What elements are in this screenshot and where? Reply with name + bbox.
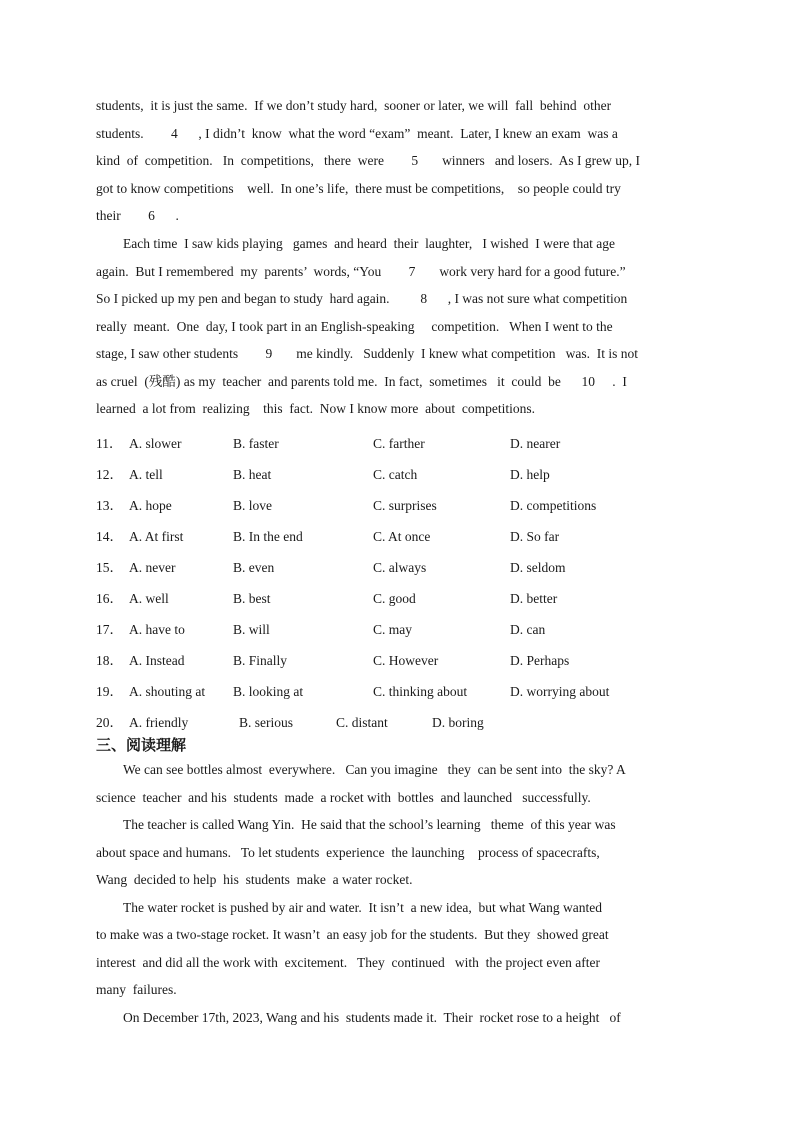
option-b[interactable]: B. heat xyxy=(233,467,272,482)
text-run: kind of competition. In competitions, there were xyxy=(96,153,391,168)
passage-paragraph-2 xyxy=(96,230,696,423)
option-c[interactable]: C. catch xyxy=(373,467,418,482)
option-a[interactable]: A. Instead xyxy=(129,653,185,668)
question-row xyxy=(96,552,696,583)
option-c[interactable]: C. farther xyxy=(373,436,425,451)
question-row xyxy=(96,614,696,645)
question-number: 11． xyxy=(96,436,123,451)
passage-line xyxy=(96,258,696,286)
question-number: 16． xyxy=(96,591,123,606)
text-run: me kindly. Suddenly I knew what competition was. It is not xyxy=(292,346,639,361)
reading-line: about space and humans. To let students experience the launching process of spacecrafts, xyxy=(96,844,600,860)
text-run: students. xyxy=(96,125,151,141)
passage-line xyxy=(96,230,696,258)
option-a[interactable]: A. friendly xyxy=(129,715,189,730)
passage-line xyxy=(96,120,696,148)
question-number: 12． xyxy=(96,467,123,482)
option-b[interactable]: B. love xyxy=(233,498,272,513)
passage-line xyxy=(96,202,696,230)
question-row xyxy=(96,583,696,614)
option-b[interactable]: B. In the end xyxy=(233,529,303,544)
passage-line xyxy=(96,368,696,396)
reading-line: We can see bottles almost everywhere. Can you imagine they can be sent into the sky? A xyxy=(123,762,626,777)
option-b[interactable]: B. faster xyxy=(233,436,279,451)
blank-5[interactable]: 5 xyxy=(411,153,419,168)
option-d[interactable]: D. competitions xyxy=(510,498,597,513)
option-d[interactable]: D. boring xyxy=(432,715,484,730)
option-a[interactable]: A. At first xyxy=(129,529,184,544)
option-c[interactable]: C. always xyxy=(373,560,427,575)
option-d[interactable]: D. worrying about xyxy=(510,684,610,699)
option-b[interactable]: B. looking at xyxy=(233,684,304,699)
text-run: learned a lot from realizing this fact. Now I know more about competitions. xyxy=(96,401,536,416)
question-number: 14． xyxy=(96,529,123,544)
blank-9[interactable]: 9 xyxy=(265,346,273,361)
option-a[interactable]: A. tell xyxy=(129,467,163,482)
option-a[interactable]: A. never xyxy=(129,560,176,575)
text-run: work very hard for a good future.” xyxy=(435,263,626,279)
text-run: students, it is just the same. If we don’t study hard, sooner or later, we will fall behind other xyxy=(96,98,612,113)
text-run: got to know competitions well. In one’s life, there must be competitions, so people could try xyxy=(96,180,621,196)
blank-7[interactable]: 7 xyxy=(408,263,416,279)
passage-line xyxy=(96,313,696,341)
option-a[interactable]: A. slower xyxy=(129,436,182,451)
option-b[interactable]: B. Finally xyxy=(233,653,288,668)
question-row xyxy=(96,676,696,707)
text-run: really meant. One day, I took part in an English-speaking competition. When I went to the xyxy=(96,318,613,334)
reading-line: science teacher and his students made a rocket with bottles and launched successfully. xyxy=(96,789,591,805)
question-row xyxy=(96,459,696,490)
option-a[interactable]: A. shouting at xyxy=(129,684,206,699)
question-number: 13． xyxy=(96,498,123,513)
option-c[interactable]: C. thinking about xyxy=(373,684,468,699)
option-d[interactable]: D. can xyxy=(510,622,546,637)
question-number: 19． xyxy=(96,684,123,699)
reading-line: The water rocket is pushed by air and water. It isn’t a new idea, but what Wang wanted xyxy=(123,899,603,915)
option-c[interactable]: C. may xyxy=(373,622,412,637)
option-a[interactable]: A. hope xyxy=(129,498,172,513)
question-number: 18． xyxy=(96,653,123,668)
reading-line: The teacher is called Wang Yin. He said that the school’s learning theme of this year was xyxy=(123,817,616,832)
reading-line: interest and did all the work with excitement. They continued with the project even after xyxy=(96,954,600,970)
reading-line: many failures. xyxy=(96,982,177,997)
option-b[interactable]: B. even xyxy=(233,560,275,575)
text-run: stage, I saw other students xyxy=(96,346,245,361)
option-d[interactable]: D. help xyxy=(510,467,550,482)
text-run: , I was not sure what competition xyxy=(447,291,628,306)
passage-line xyxy=(96,395,696,423)
option-d[interactable]: D. So far xyxy=(510,529,560,544)
option-c[interactable]: C. surprises xyxy=(373,498,437,513)
option-c[interactable]: C. distant xyxy=(336,715,388,730)
question-number: 17． xyxy=(96,622,123,637)
passage-line xyxy=(96,340,696,368)
blank-8[interactable]: 8 xyxy=(420,291,428,306)
option-b[interactable]: B. serious xyxy=(239,715,293,730)
passage-line xyxy=(96,285,696,313)
option-c[interactable]: C. good xyxy=(373,591,416,606)
text-run: again. But I remembered my parents’ words, “You xyxy=(96,263,388,279)
text-run: So I picked up my pen and began to study hard again. xyxy=(96,291,400,306)
question-row xyxy=(96,490,696,521)
text-run: Each time I saw kids playing games and heard their laughter, I wished I were that age xyxy=(123,236,616,251)
option-c[interactable]: C. At once xyxy=(373,529,431,544)
passage-line xyxy=(96,175,696,203)
text-run: . I xyxy=(612,373,627,389)
text-run: their xyxy=(96,208,128,223)
blank-6[interactable]: 6 xyxy=(148,208,155,223)
question-row xyxy=(96,428,696,459)
passage-line xyxy=(96,147,696,175)
reading-line: Wang decided to help his students make a water rocket. xyxy=(96,872,413,887)
passage-line xyxy=(96,92,696,120)
question-row xyxy=(96,645,696,676)
reading-line: to make was a two-stage rocket. It wasn’t an easy job for the students. But they showed great xyxy=(96,927,609,942)
option-b[interactable]: B. will xyxy=(233,622,270,637)
option-a[interactable]: A. well xyxy=(129,591,169,606)
reading-line: On December 17th, 2023, Wang and his students made it. Their rocket rose to a height of xyxy=(123,1009,621,1025)
option-d[interactable]: D. seldom xyxy=(510,560,566,575)
question-number: 20． xyxy=(96,715,123,730)
passage-paragraph-1 xyxy=(96,92,696,230)
section-heading: 三、阅读理解 xyxy=(96,736,187,754)
text-run: as cruel (残酷) as my teacher and parents told me. In fact, sometimes it could be xyxy=(96,373,565,389)
reading-passage xyxy=(96,756,696,1031)
blank-10[interactable]: 10 xyxy=(581,373,595,389)
option-c[interactable]: C. However xyxy=(373,653,439,668)
option-d[interactable]: D. Perhaps xyxy=(510,653,570,668)
text-run: , I didn’t know what the word “exam” meant. Later, I knew an exam was a xyxy=(198,125,618,141)
question-options xyxy=(96,428,696,738)
question-row xyxy=(96,521,696,552)
question-number: 15． xyxy=(96,560,123,575)
option-d[interactable]: D. nearer xyxy=(510,436,561,451)
option-b[interactable]: B. best xyxy=(233,591,271,606)
option-d[interactable]: D. better xyxy=(510,591,558,606)
text-run: winners and losers. As I grew up, I xyxy=(438,153,641,168)
text-run: . xyxy=(175,208,179,223)
blank-4[interactable]: 4 xyxy=(171,125,178,141)
option-a[interactable]: A. have to xyxy=(129,622,185,637)
